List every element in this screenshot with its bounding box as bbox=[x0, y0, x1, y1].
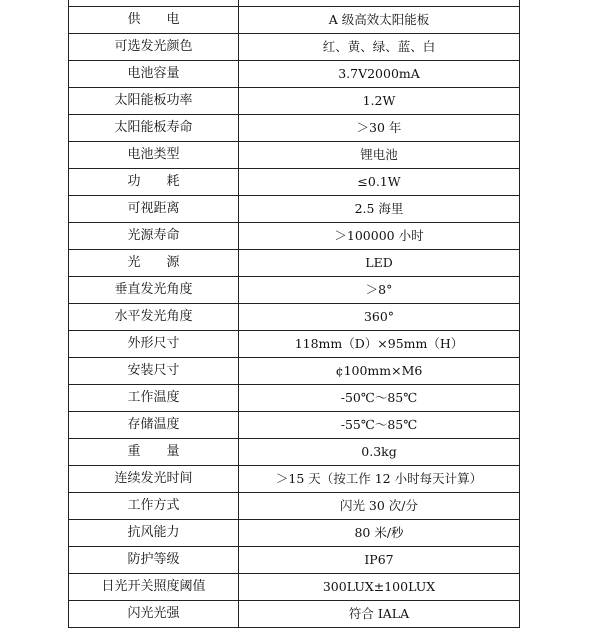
table-row bbox=[69, 493, 520, 520]
table-row bbox=[69, 385, 520, 412]
table-row bbox=[69, 169, 520, 196]
table-row bbox=[69, 304, 520, 331]
table-row bbox=[69, 115, 520, 142]
spec-value: ＞15 天（按工作 12 小时每天计算） bbox=[239, 466, 520, 493]
spec-label: 存储温度 bbox=[69, 412, 239, 439]
table-row bbox=[69, 196, 520, 223]
table-row bbox=[69, 250, 520, 277]
spec-value: 2.5 海里 bbox=[239, 196, 520, 223]
spec-value: 118mm（D）×95mm（H） bbox=[239, 331, 520, 358]
spec-value: 符合 IALA bbox=[239, 601, 520, 628]
table-row bbox=[69, 412, 520, 439]
table-row bbox=[69, 601, 520, 628]
spec-value: 锂电池 bbox=[239, 142, 520, 169]
spec-label: 工作方式 bbox=[69, 493, 239, 520]
spec-value: 80 米/秒 bbox=[239, 520, 520, 547]
spec-value: ＞100000 小时 bbox=[239, 223, 520, 250]
spec-label: 光 源 bbox=[69, 250, 239, 277]
spec-value: 300LUX±100LUX bbox=[239, 574, 520, 601]
table-row bbox=[69, 331, 520, 358]
spec-label: 光源寿命 bbox=[69, 223, 239, 250]
spec-label: 安装尺寸 bbox=[69, 358, 239, 385]
table-row bbox=[69, 61, 520, 88]
table-row bbox=[69, 142, 520, 169]
spec-value: 360° bbox=[239, 304, 520, 331]
table-row bbox=[69, 7, 520, 34]
spec-table bbox=[68, 0, 520, 628]
spec-label: 垂直发光角度 bbox=[69, 277, 239, 304]
spec-label: 抗风能力 bbox=[69, 520, 239, 547]
spec-label: 可选发光颜色 bbox=[69, 34, 239, 61]
spec-label: 防护等级 bbox=[69, 547, 239, 574]
table-row bbox=[69, 34, 520, 61]
spec-value: ＞30 年 bbox=[239, 115, 520, 142]
spec-table-body bbox=[69, 0, 520, 628]
spec-label: 电池类型 bbox=[69, 142, 239, 169]
spec-value: ¢100mm×M6 bbox=[239, 358, 520, 385]
table-row bbox=[69, 88, 520, 115]
spec-label: 电池容量 bbox=[69, 61, 239, 88]
table-row bbox=[69, 358, 520, 385]
table-row bbox=[69, 547, 520, 574]
spec-value: ＞8° bbox=[239, 277, 520, 304]
spec-label: 水平发光角度 bbox=[69, 304, 239, 331]
table-row bbox=[69, 520, 520, 547]
table-row bbox=[69, 439, 520, 466]
spec-value: IP67 bbox=[239, 547, 520, 574]
spec-label: 功 耗 bbox=[69, 169, 239, 196]
spec-label: 可视距离 bbox=[69, 196, 239, 223]
table-row bbox=[69, 277, 520, 304]
spec-value: A 级高效太阳能板 bbox=[239, 7, 520, 34]
spec-value: LED bbox=[239, 250, 520, 277]
spec-label: 太阳能板寿命 bbox=[69, 115, 239, 142]
table-row bbox=[69, 574, 520, 601]
spec-label: 工作温度 bbox=[69, 385, 239, 412]
spec-value: -50℃～85℃ bbox=[239, 385, 520, 412]
spec-value: 3.7V2000mA bbox=[239, 61, 520, 88]
spec-label: 重 量 bbox=[69, 439, 239, 466]
table-row bbox=[69, 466, 520, 493]
spec-value: 0.3kg bbox=[239, 439, 520, 466]
spec-label: 外形尺寸 bbox=[69, 331, 239, 358]
spec-value: 1.2W bbox=[239, 88, 520, 115]
spec-label: 日光开关照度阈值 bbox=[69, 574, 239, 601]
spec-value: -55℃～85℃ bbox=[239, 412, 520, 439]
spec-label: 闪光光强 bbox=[69, 601, 239, 628]
spec-value: 闪光 30 次/分 bbox=[239, 493, 520, 520]
table-row bbox=[69, 223, 520, 250]
spec-value: ≤0.1W bbox=[239, 169, 520, 196]
spec-label: 供 电 bbox=[69, 7, 239, 34]
spec-label: 连续发光时间 bbox=[69, 466, 239, 493]
spec-value: 红、黄、绿、蓝、白 bbox=[239, 34, 520, 61]
spec-label: 太阳能板功率 bbox=[69, 88, 239, 115]
